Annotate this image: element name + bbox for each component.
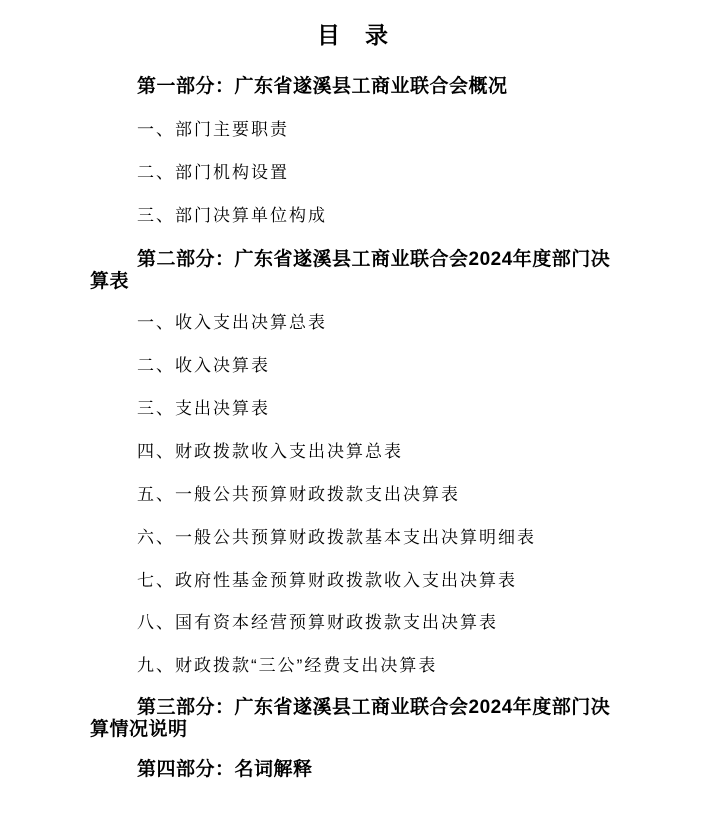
toc-item: 九、财政拨款“三公”经费支出决算表: [137, 656, 438, 675]
toc-item: 二、收入决算表: [137, 356, 270, 375]
toc-item: 一、部门主要职责: [137, 120, 289, 139]
document-title: 目 录: [317, 22, 389, 48]
toc-item: 三、部门决算单位构成: [137, 206, 327, 225]
part4-heading: 第四部分：名词解释: [137, 759, 313, 780]
part1-heading: 第一部分：广东省遂溪县工商业联合会概况: [137, 76, 508, 97]
toc-item: 三、支出决算表: [137, 399, 270, 418]
toc-item: 一、收入支出决算总表: [137, 313, 327, 332]
toc-item: 七、政府性基金预算财政拨款收入支出决算表: [137, 571, 517, 590]
part3-heading-continuation: 算情况说明: [90, 719, 188, 740]
toc-item: 四、财政拨款收入支出决算总表: [137, 442, 403, 461]
part3-heading: 第三部分：广东省遂溪县工商业联合会2024年度部门决: [137, 697, 611, 718]
toc-item: 八、国有资本经营预算财政拨款支出决算表: [137, 613, 498, 632]
toc-item: 五、一般公共预算财政拨款支出决算表: [137, 485, 460, 504]
toc-item: 六、一般公共预算财政拨款基本支出决算明细表: [137, 528, 536, 547]
part2-heading-continuation: 算表: [90, 271, 130, 292]
part2-heading: 第二部分：广东省遂溪县工商业联合会2024年度部门决: [137, 249, 611, 270]
toc-item: 二、部门机构设置: [137, 163, 289, 182]
